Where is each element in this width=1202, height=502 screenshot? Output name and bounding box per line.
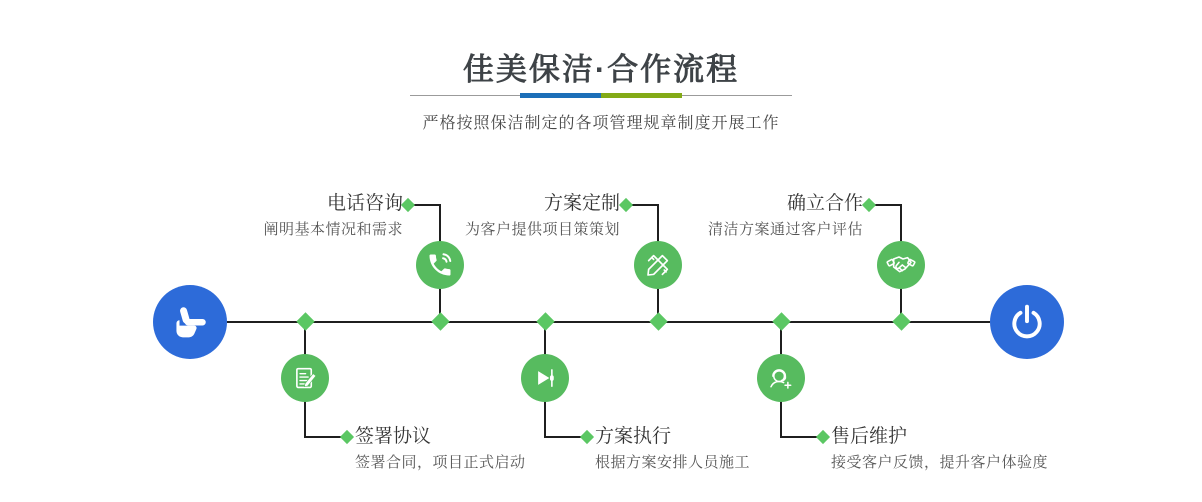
- contract-icon: [290, 363, 320, 393]
- label-diamond-bottom-1: [340, 430, 354, 444]
- step-label-design: [360, 191, 620, 240]
- timeline-diamond-2: [431, 312, 449, 330]
- step-node-contract: [281, 354, 329, 402]
- play-icon: [530, 363, 560, 393]
- step-desc: 签署合同，项目正式启动: [355, 454, 526, 471]
- step-desc: 清洁方案通过客户评估: [707, 221, 863, 238]
- step-node-handshake: [877, 241, 925, 289]
- step-title: 签署协议: [355, 426, 432, 447]
- step-title: 方案执行: [595, 426, 672, 447]
- timeline-diamond-4: [649, 312, 667, 330]
- timeline-diamond-5: [772, 312, 790, 330]
- timeline-main-line: [227, 321, 990, 323]
- power-icon: [1006, 301, 1048, 343]
- timeline-start-node: [153, 285, 227, 359]
- step-desc: 阐明基本情况和需求: [263, 221, 403, 238]
- pointing-hand-icon: [169, 301, 211, 343]
- phone-icon: [426, 251, 454, 279]
- step-desc: 接受客户反馈，提升客户体验度: [831, 454, 1049, 471]
- page-title: 佳美保洁·合作流程: [462, 52, 740, 87]
- divider-green-segment: [601, 93, 682, 98]
- handshake-icon: [885, 249, 917, 281]
- step-label-handshake: [603, 191, 863, 240]
- step-node-execute: [521, 354, 569, 402]
- step-node-support: [757, 354, 805, 402]
- page-subtitle: 严格按照保洁制定的各项管理规章制度开展工作: [422, 115, 780, 132]
- step-node-phone: [416, 241, 464, 289]
- timeline-diamond-6: [892, 312, 910, 330]
- step-title: 电话咨询: [326, 193, 403, 214]
- step-node-design: [634, 241, 682, 289]
- step-title: 售后维护: [831, 426, 908, 447]
- headset-icon: [766, 363, 796, 393]
- timeline-diamond-3: [536, 312, 554, 330]
- step-label-support: [831, 424, 1151, 473]
- step-desc: 根据方案安排人员施工: [595, 454, 751, 471]
- timeline-diamond-1: [296, 312, 314, 330]
- pencil-ruler-icon: [643, 250, 673, 280]
- label-diamond-top-3: [862, 198, 876, 212]
- step-title: 确立合作: [786, 193, 863, 214]
- title-divider: [410, 93, 792, 99]
- timeline-end-node: [990, 285, 1064, 359]
- step-title: 方案定制: [543, 193, 620, 214]
- step-desc: 为客户提供项目策策划: [464, 221, 620, 238]
- divider-blue-segment: [520, 93, 601, 98]
